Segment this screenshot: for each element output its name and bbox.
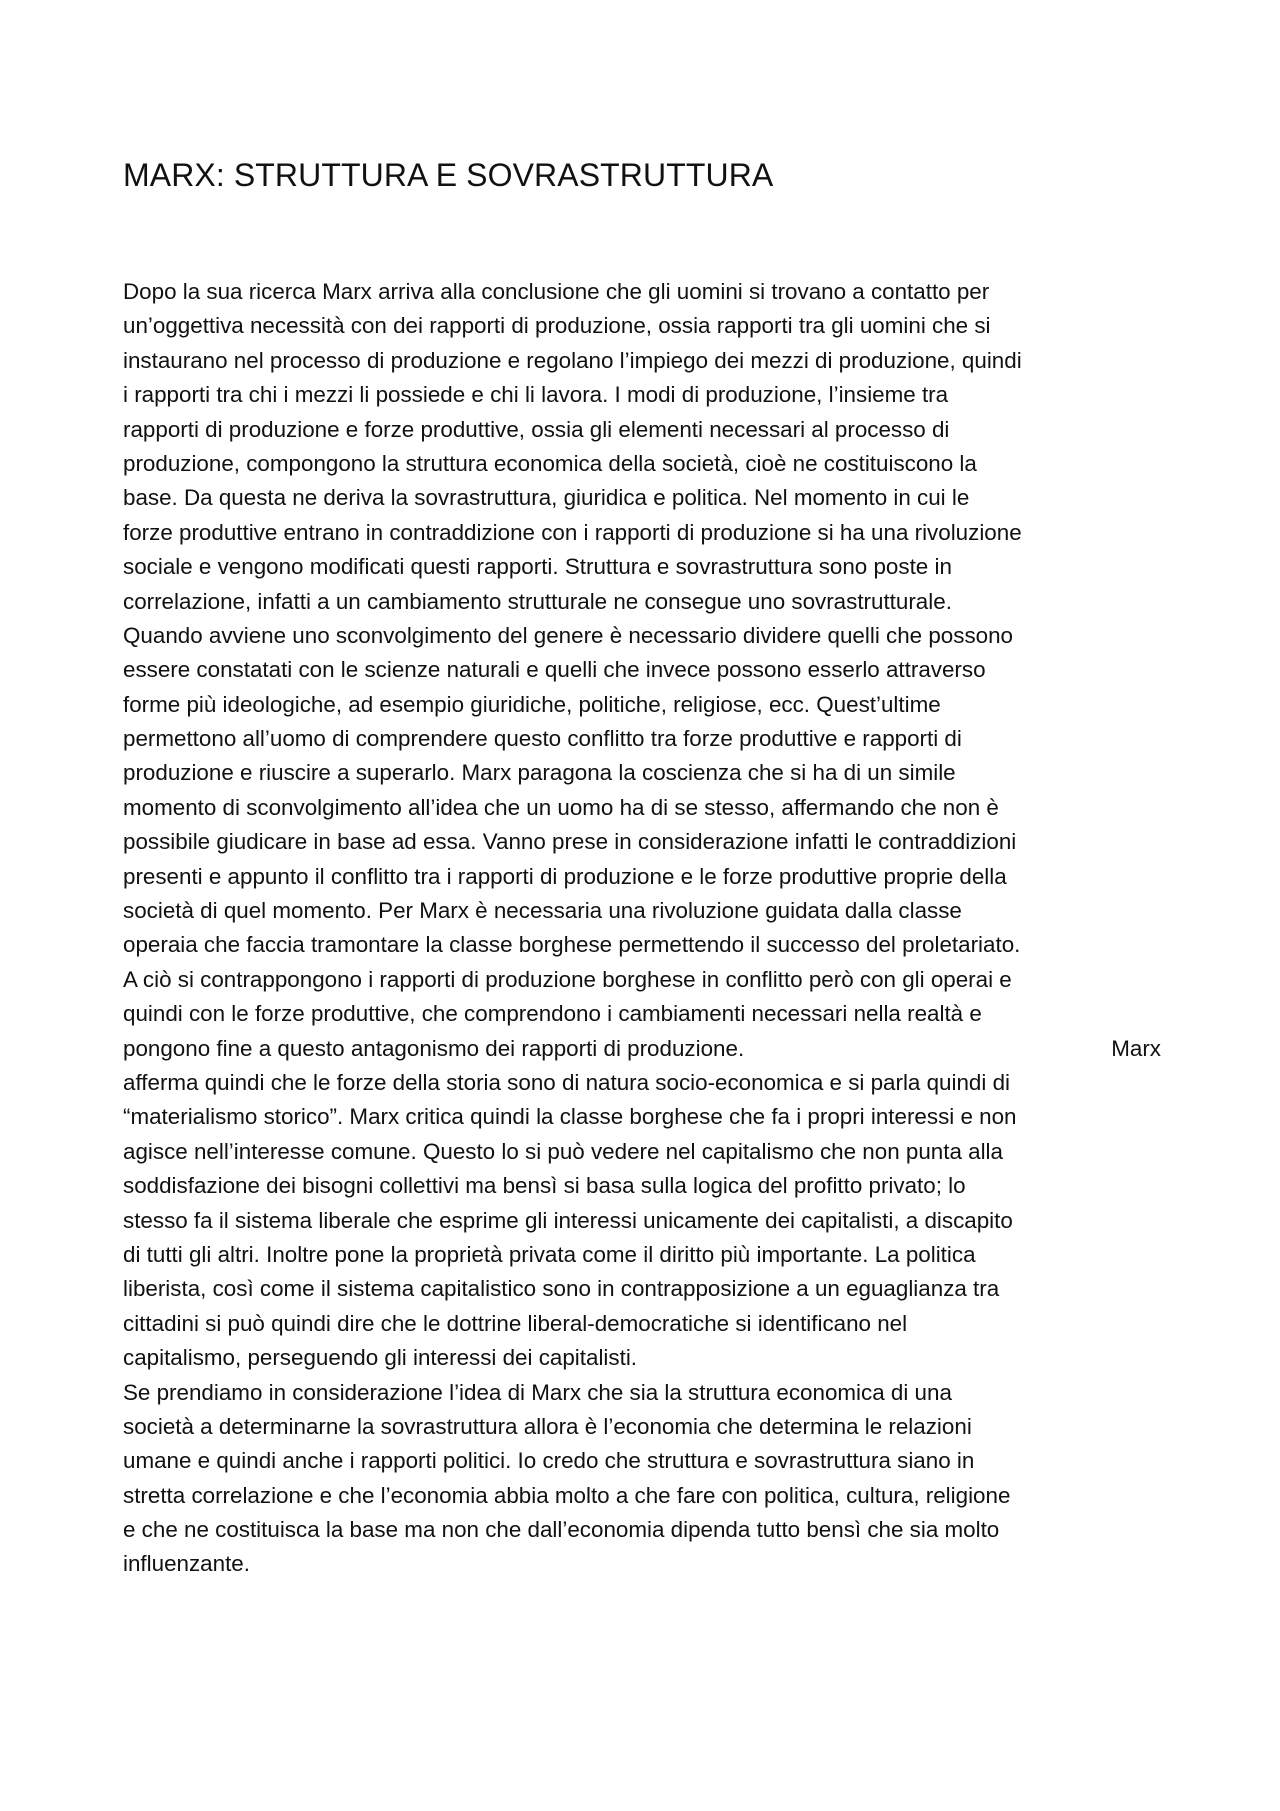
body-line: afferma quindi che le forze della storia sono di natura socio-economica e si parla quindi di (123, 1069, 1011, 1095)
body-line: correlazione, infatti a un cambiamento strutturale ne consegue uno sovrastrutturale. (123, 588, 952, 614)
body-line: società a determinarne la sovrastruttura allora è l’economia che determina le relazioni (123, 1413, 972, 1439)
body-line: agisce nell’interesse comune. Questo lo si può vedere nel capitalismo che non punta alla (123, 1138, 1003, 1164)
body-line: Se prendiamo in considerazione l’idea di Marx che sia la struttura economica di una (123, 1379, 952, 1405)
body-line: e che ne costituisca la base ma non che dall’economia dipenda tutto bensì che sia molto (123, 1517, 1000, 1543)
body-line: stesso fa il sistema liberale che esprime gli interessi unicamente dei capitalisti, a discapito (123, 1207, 1013, 1233)
body-line: capitalismo, perseguendo gli interessi dei capitalisti. (123, 1345, 638, 1371)
body-line: di tutti gli altri. Inoltre pone la proprietà privata come il diritto più importante. La politica (123, 1241, 976, 1267)
body-line: soddisfazione dei bisogni collettivi ma bensì si basa sulla logica del profitto privato; lo (123, 1173, 966, 1199)
body-line: società di quel momento. Per Marx è necessaria una rivoluzione guidata dalla classe (123, 898, 962, 924)
body-line: influenzante. (123, 1551, 250, 1577)
body-line: permettono all’uomo di comprendere questo conflitto tra forze produttive e rapporti di (123, 726, 962, 752)
body-line: presenti e appunto il conflitto tra i rapporti di produzione e le forze produttive proprie della (123, 863, 1007, 889)
body-line: stretta correlazione e che l’economia abbia molto a che fare con politica, cultura, religione (123, 1482, 1011, 1508)
body-line: instaurano nel processo di produzione e regolano l’impiego dei mezzi di produzione, quindi (123, 347, 1022, 373)
body-line: essere constatati con le scienze naturali e quelli che invece possono esserlo attraverso (123, 657, 986, 683)
body-line-split (123, 1032, 1161, 1066)
body-line: cittadini si può quindi dire che le dottrine liberal-democratiche si identificano nel (123, 1310, 908, 1336)
body-line: A ciò si contrappongono i rapporti di produzione borghese in conflitto però con gli operai e (123, 966, 1012, 992)
body-line-left: pongono fine a questo antagonismo dei rapporti di produzione. (123, 1035, 745, 1061)
body-line: i rapporti tra chi i mezzi li possiede e chi li lavora. I modi di produzione, l’insieme tra (123, 382, 949, 408)
document-title: MARX: STRUTTURA E SOVRASTRUTTURA (123, 157, 774, 193)
document-body (123, 275, 1168, 1582)
body-line: rapporti di produzione e forze produttive, ossia gli elementi necessari al processo di (123, 416, 950, 442)
body-line: forme più ideologiche, ad esempio giuridiche, politiche, religiose, ecc. Quest’ultime (123, 691, 941, 717)
body-line: produzione, compongono la struttura economica della società, cioè ne costituiscono la (123, 450, 977, 476)
body-line-right: Marx (1111, 1035, 1161, 1061)
body-line: forze produttive entrano in contraddizione con i rapporti di produzione si ha una rivoluzione (123, 519, 1022, 545)
body-line: “materialismo storico”. Marx critica quindi la classe borghese che fa i propri interessi e non (123, 1104, 1017, 1130)
body-line: Dopo la sua ricerca Marx arriva alla conclusione che gli uomini si trovano a contatto per (123, 279, 990, 304)
body-line: un’oggettiva necessità con dei rapporti di produzione, ossia rapporti tra gli uomini che si (123, 313, 991, 339)
body-line: possibile giudicare in base ad essa. Vanno prese in considerazione infatti le contraddizioni (123, 829, 1017, 855)
body-line: umane e quindi anche i rapporti politici. Io credo che struttura e sovrastruttura siano in (123, 1448, 975, 1474)
body-line: quindi con le forze produttive, che comprendono i cambiamenti necessari nella realtà e (123, 1001, 982, 1027)
body-line: sociale e vengono modificati questi rapporti. Struttura e sovrastruttura sono poste in (123, 554, 952, 580)
body-line: Quando avviene uno sconvolgimento del genere è necessario dividere quelli che possono (123, 622, 1013, 648)
body-line: momento di sconvolgimento all’idea che un uomo ha di se stesso, affermando che non è (123, 794, 999, 820)
body-line: base. Da questa ne deriva la sovrastruttura, giuridica e politica. Nel momento in cui le (123, 485, 970, 511)
body-line: operaia che faccia tramontare la classe borghese permettendo il successo del proletariato. (123, 932, 1021, 958)
body-line: produzione e riuscire a superarlo. Marx paragona la coscienza che si ha di un simile (123, 760, 956, 786)
body-line: liberista, così come il sistema capitalistico sono in contrapposizione a un eguaglianza tra (123, 1276, 1000, 1302)
